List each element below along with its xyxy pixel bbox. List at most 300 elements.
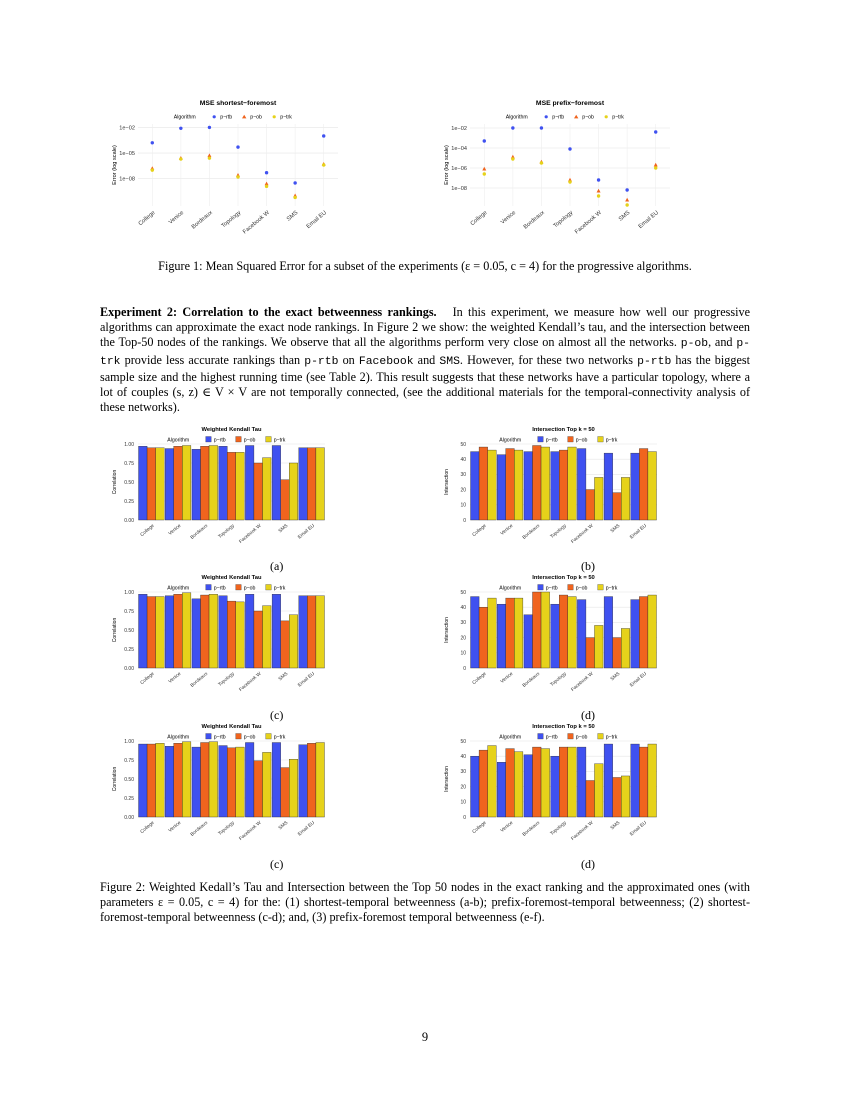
bar-p-trk bbox=[488, 598, 497, 668]
x-tick-label: SMS bbox=[617, 209, 632, 223]
x-tick-label: Venice bbox=[500, 523, 515, 537]
x-tick-label: Email EU bbox=[297, 523, 316, 541]
chart-title: Intersection Top k = 50 bbox=[532, 427, 595, 433]
x-tick-label: Venice bbox=[168, 523, 183, 537]
y-tick-label: 40 bbox=[460, 457, 466, 463]
point-p-rtb bbox=[293, 181, 296, 184]
x-tick-label: Topology bbox=[217, 523, 236, 540]
bar-p-rtb bbox=[577, 449, 586, 520]
x-tick-label: Email EU bbox=[637, 209, 660, 231]
bar-p-ob bbox=[506, 598, 515, 668]
bar-p-ob bbox=[307, 448, 316, 520]
point-p-rtb bbox=[511, 126, 514, 129]
y-tick-label: 10 bbox=[460, 799, 466, 806]
x-tick-label: Facebook W bbox=[570, 523, 595, 545]
bar-p-trk bbox=[648, 744, 657, 817]
page-number: 9 bbox=[421, 1030, 429, 1044]
bar-p-ob bbox=[613, 493, 622, 520]
bar-p-rtb bbox=[631, 453, 640, 520]
x-tick-label: Topology bbox=[217, 820, 236, 837]
bar-p-rtb bbox=[245, 743, 254, 817]
bar-p-rtb bbox=[471, 597, 480, 668]
bar-p-trk bbox=[289, 615, 298, 668]
legend-key-p-trk bbox=[598, 585, 604, 591]
sublabel-c: (c) bbox=[270, 708, 284, 722]
x-tick-label: College bbox=[139, 671, 156, 686]
bar-p-ob bbox=[281, 480, 290, 520]
bar-p-rtb bbox=[245, 446, 254, 520]
legend-key-p-ob bbox=[568, 734, 574, 740]
legend-key-p-ob bbox=[574, 115, 578, 119]
bar-p-ob bbox=[174, 743, 183, 817]
y-axis-label: Correlation bbox=[112, 469, 118, 495]
legend-key-p-trk bbox=[598, 734, 604, 740]
bar-p-rtb bbox=[604, 597, 613, 668]
x-tick-label: Facebook W bbox=[574, 209, 603, 236]
y-tick-label: 0.75 bbox=[124, 608, 134, 615]
x-tick-label: SMS bbox=[610, 820, 622, 832]
bar-p-rtb bbox=[219, 596, 228, 668]
legend-label-p-ob: p−ob bbox=[575, 437, 588, 444]
legend-key-p-trk bbox=[605, 115, 608, 118]
bar-p-ob bbox=[147, 448, 156, 520]
bar-p-trk bbox=[262, 606, 271, 668]
x-tick-label: Bordeaux bbox=[190, 671, 210, 689]
bar-p-rtb bbox=[497, 604, 506, 668]
point-p-trk bbox=[322, 163, 325, 166]
intersection-chart-d bbox=[440, 573, 665, 698]
y-tick-label: 1e−08 bbox=[451, 186, 467, 192]
kendall-tau-chart-a bbox=[108, 425, 333, 550]
y-tick-label: 1.00 bbox=[124, 589, 134, 596]
y-tick-label: 20 bbox=[460, 635, 466, 642]
experiment-paragraph: Experiment 2: Correlation to the exact betweenness rankings. In this experiment, we measure how well our progressive algorithms can approximate the exact node rankings. In Figure 2 we show: the weighted Kendall’s tau, and the intersection between the Top-50 nodes of the rankings. We observe that all the algorithms perform very close on almost all the networks. p-ob, and p-trk provide less accurate rankings than p-rtb on Facebook and SMS. However, for these two networks p-rtb has the biggest sample size and the highest running time (see Table 2). This result suggests that these networks have a particular topology, where a lot of couples (s, z) ∈ V × V are not temporally connected, (see the additional materials for the temporal-connectivity analysis of these networks). bbox=[100, 305, 751, 415]
bar-p-trk bbox=[488, 450, 497, 520]
legend-label-p-rtb: p−rtb bbox=[213, 437, 226, 444]
bar-p-rtb bbox=[551, 452, 560, 520]
bar-p-rtb bbox=[192, 599, 201, 668]
legend-title: Algorithm bbox=[173, 114, 196, 121]
y-tick-label: 1e−05 bbox=[119, 151, 135, 158]
y-tick-label: 1.00 bbox=[124, 441, 134, 448]
x-tick-label: College bbox=[471, 523, 488, 538]
x-tick-label: Venice bbox=[500, 820, 515, 834]
bar-p-rtb bbox=[192, 449, 201, 520]
legend-key-p-rtb bbox=[545, 115, 548, 118]
bar-p-rtb bbox=[245, 594, 254, 668]
y-tick-label: 40 bbox=[460, 754, 466, 760]
point-p-trk bbox=[511, 157, 514, 160]
y-axis-label: Intersection bbox=[444, 469, 450, 495]
point-p-rtb bbox=[625, 188, 628, 191]
y-axis-label: Correlation bbox=[112, 766, 118, 792]
y-tick-label: 0.50 bbox=[124, 627, 134, 634]
bar-p-rtb bbox=[524, 755, 533, 817]
x-tick-label: Facebook W bbox=[238, 523, 263, 545]
point-p-ob bbox=[654, 163, 658, 167]
bar-p-ob bbox=[613, 638, 622, 668]
y-tick-label: 0.50 bbox=[124, 776, 134, 783]
mse-prefix-foremost-chart bbox=[440, 95, 680, 245]
bar-p-rtb bbox=[577, 747, 586, 817]
legend-title: Algorithm bbox=[505, 114, 528, 121]
legend-label-p-rtb: p−rtb bbox=[545, 585, 558, 592]
bar-p-trk bbox=[182, 446, 191, 520]
x-tick-label: Facebook W bbox=[238, 820, 263, 842]
y-tick-label: 0.00 bbox=[124, 665, 134, 672]
legend-label-p-trk: p−trk bbox=[280, 114, 292, 121]
y-axis-label: Intersection bbox=[444, 766, 450, 792]
legend-title: Algorithm bbox=[167, 437, 190, 444]
bar-p-trk bbox=[621, 628, 630, 668]
legend-title: Algorithm bbox=[499, 437, 522, 444]
x-tick-label: Venice bbox=[167, 209, 186, 226]
bar-p-rtb bbox=[219, 746, 228, 817]
bar-p-rtb bbox=[299, 745, 308, 817]
legend-key-p-ob bbox=[236, 585, 242, 591]
legend-label-p-rtb: p−rtb bbox=[545, 734, 558, 741]
x-tick-label: Bordeaux bbox=[190, 209, 214, 231]
x-tick-label: College bbox=[137, 209, 157, 228]
chart-title: Intersection Top k = 50 bbox=[532, 724, 595, 730]
legend-label-p-ob: p−ob bbox=[243, 437, 256, 444]
kendall-tau-chart-e bbox=[108, 722, 333, 847]
intersection-chart-f bbox=[440, 722, 665, 847]
point-p-rtb bbox=[654, 130, 657, 133]
point-p-ob bbox=[597, 189, 601, 193]
bar-p-ob bbox=[254, 761, 263, 817]
point-p-trk bbox=[540, 161, 543, 164]
bar-p-ob bbox=[479, 750, 488, 817]
bar-p-rtb bbox=[471, 756, 480, 817]
x-tick-label: SMS bbox=[610, 523, 622, 535]
sublabel-a: (a) bbox=[270, 559, 284, 573]
x-tick-label: Bordeaux bbox=[190, 820, 210, 838]
bar-p-trk bbox=[541, 592, 550, 668]
bar-p-trk bbox=[236, 452, 245, 520]
sublabel-e: (c) bbox=[270, 857, 284, 871]
x-tick-label: Venice bbox=[500, 671, 515, 685]
y-tick-label: 0 bbox=[463, 665, 466, 672]
legend-label-p-ob: p−ob bbox=[575, 734, 588, 741]
bar-p-ob bbox=[479, 607, 488, 668]
x-tick-label: Topology bbox=[549, 671, 568, 688]
experiment-heading: Experiment 2: Correlation to the exact betweenness rankings. bbox=[100, 305, 437, 319]
chart-title: Intersection Top k = 50 bbox=[532, 575, 595, 581]
x-tick-label: College bbox=[469, 209, 489, 228]
x-tick-label: Topology bbox=[549, 523, 568, 540]
figure1-caption: Figure 1: Mean Squared Error for a subset of the experiments (ε = 0.05, c = 4) for the progressive algorithms. bbox=[158, 259, 692, 273]
bar-p-trk bbox=[156, 448, 165, 520]
y-tick-label: 0.75 bbox=[124, 460, 134, 467]
bar-p-trk bbox=[316, 596, 325, 668]
legend-title: Algorithm bbox=[499, 585, 522, 592]
legend-key-p-rtb bbox=[538, 437, 544, 443]
chart-title: Weighted Kendall Tau bbox=[201, 427, 262, 433]
point-p-trk bbox=[265, 185, 268, 188]
bar-p-trk bbox=[568, 447, 577, 520]
y-tick-label: 0 bbox=[463, 814, 466, 821]
bar-p-rtb bbox=[139, 446, 148, 520]
y-axis-label: Correlation bbox=[112, 617, 118, 643]
legend-key-p-ob bbox=[236, 734, 242, 740]
legend-key-p-trk bbox=[266, 437, 272, 443]
legend-key-p-ob bbox=[236, 437, 242, 443]
x-tick-label: Bordeaux bbox=[522, 820, 542, 838]
x-tick-label: Email EU bbox=[629, 671, 648, 689]
y-tick-label: 40 bbox=[460, 605, 466, 611]
bar-p-trk bbox=[156, 743, 165, 817]
bar-p-trk bbox=[488, 746, 497, 817]
point-p-trk bbox=[293, 196, 296, 199]
y-tick-label: 0.75 bbox=[124, 757, 134, 764]
x-tick-label: Email EU bbox=[297, 820, 316, 838]
bar-p-ob bbox=[201, 743, 210, 817]
y-tick-label: 20 bbox=[460, 487, 466, 494]
x-tick-label: Topology bbox=[217, 671, 236, 688]
y-axis-label: Error (log scale) bbox=[112, 145, 118, 185]
legend-label-p-trk: p−trk bbox=[605, 734, 618, 741]
sublabel-f: (d) bbox=[581, 857, 595, 871]
bar-p-ob bbox=[506, 749, 515, 817]
bar-p-ob bbox=[639, 449, 648, 520]
x-tick-label: Facebook W bbox=[570, 671, 595, 693]
bar-p-rtb bbox=[551, 604, 560, 668]
bar-p-trk bbox=[621, 776, 630, 817]
x-tick-label: Bordeaux bbox=[522, 671, 542, 689]
legend-label-p-ob: p−ob bbox=[582, 114, 594, 121]
bar-p-trk bbox=[648, 452, 657, 520]
chart-title: Weighted Kendall Tau bbox=[201, 575, 262, 581]
legend-label-p-rtb: p−rtb bbox=[220, 114, 233, 121]
bar-p-rtb bbox=[139, 744, 148, 817]
bar-p-ob bbox=[533, 592, 542, 668]
bar-p-rtb bbox=[219, 446, 228, 520]
bar-p-trk bbox=[541, 447, 550, 520]
bar-p-ob bbox=[533, 747, 542, 817]
point-p-trk bbox=[483, 172, 486, 175]
legend-key-p-rtb bbox=[213, 115, 216, 118]
y-tick-label: 0.25 bbox=[124, 498, 134, 505]
point-p-rtb bbox=[151, 141, 154, 144]
point-p-rtb bbox=[540, 126, 543, 129]
x-tick-label: Facebook W bbox=[570, 820, 595, 842]
y-tick-label: 50 bbox=[460, 589, 466, 596]
legend-label-p-trk: p−trk bbox=[605, 437, 618, 444]
legend-key-p-trk bbox=[266, 585, 272, 591]
x-tick-label: College bbox=[471, 820, 488, 835]
bar-p-rtb bbox=[631, 600, 640, 668]
point-p-rtb bbox=[322, 134, 325, 137]
chart-title: MSE prefix−foremost bbox=[535, 100, 605, 107]
x-tick-label: Bordeaux bbox=[522, 523, 542, 541]
bar-p-rtb bbox=[165, 449, 174, 520]
bar-p-rtb bbox=[524, 615, 533, 668]
bar-p-rtb bbox=[577, 600, 586, 668]
bar-p-ob bbox=[307, 743, 316, 817]
bar-p-trk bbox=[594, 477, 603, 520]
bar-p-trk bbox=[289, 463, 298, 520]
point-p-rtb bbox=[208, 126, 211, 129]
x-tick-label: Email EU bbox=[629, 523, 648, 541]
bar-p-rtb bbox=[471, 452, 480, 520]
bar-p-rtb bbox=[631, 744, 640, 817]
point-p-trk bbox=[208, 156, 211, 159]
y-tick-label: 1e−06 bbox=[451, 166, 467, 172]
bar-p-rtb bbox=[604, 744, 613, 817]
point-p-trk bbox=[625, 203, 628, 206]
figure2-caption: Figure 2: Weighted Kedall’s Tau and Intersection between the Top 50 nodes in the exact ranking and the approximated ones (with parameters ε = 0.05, c = 4) for the: (1) shortest-temporal betweenness (a-b); prefix-foremost-temporal betweenness; (2) shortest-foremost-temporal betweenness (c-d); and, (3) prefix-foremost temporal betweenness (e-f). bbox=[100, 880, 750, 924]
legend-key-p-trk bbox=[598, 437, 604, 443]
legend-label-p-rtb: p−rtb bbox=[213, 585, 226, 592]
bar-p-trk bbox=[514, 752, 523, 817]
bar-p-trk bbox=[316, 743, 325, 817]
bar-p-ob bbox=[559, 747, 568, 817]
y-tick-label: 0 bbox=[463, 517, 466, 524]
y-tick-label: 0.25 bbox=[124, 646, 134, 653]
bar-p-ob bbox=[254, 463, 263, 520]
bar-p-ob bbox=[533, 446, 542, 520]
legend-label-p-trk: p−trk bbox=[273, 585, 286, 592]
bar-p-ob bbox=[174, 594, 183, 668]
bar-p-trk bbox=[568, 747, 577, 817]
legend-key-p-trk bbox=[266, 734, 272, 740]
x-tick-label: SMS bbox=[285, 209, 300, 223]
y-tick-label: 0.25 bbox=[124, 795, 134, 802]
x-tick-label: SMS bbox=[610, 671, 622, 683]
bar-p-rtb bbox=[272, 743, 281, 817]
bar-p-ob bbox=[307, 596, 316, 668]
y-tick-label: 0.50 bbox=[124, 479, 134, 486]
legend-label-p-ob: p−ob bbox=[243, 585, 256, 592]
bar-p-trk bbox=[594, 764, 603, 817]
legend-key-p-rtb bbox=[538, 585, 544, 591]
bar-p-rtb bbox=[497, 455, 506, 520]
x-tick-label: Bordeaux bbox=[522, 209, 546, 231]
y-axis-label: Error (log scale) bbox=[444, 145, 450, 185]
legend-label-p-trk: p−trk bbox=[273, 734, 286, 741]
bar-p-ob bbox=[201, 595, 210, 668]
intersection-chart-b bbox=[440, 425, 665, 550]
bar-p-trk bbox=[568, 597, 577, 668]
legend-title: Algorithm bbox=[499, 734, 522, 741]
bar-p-ob bbox=[147, 744, 156, 817]
point-p-rtb bbox=[265, 171, 268, 174]
y-tick-label: 1.00 bbox=[124, 738, 134, 745]
y-tick-label: 20 bbox=[460, 784, 466, 791]
bar-p-ob bbox=[479, 447, 488, 520]
bar-p-ob bbox=[586, 781, 595, 817]
bar-p-trk bbox=[621, 477, 630, 520]
bar-p-rtb bbox=[299, 596, 308, 668]
legend-key-p-ob bbox=[568, 437, 574, 443]
bar-p-trk bbox=[514, 450, 523, 520]
y-tick-label: 0.00 bbox=[124, 517, 134, 524]
legend-label-p-rtb: p−rtb bbox=[213, 734, 226, 741]
bar-p-ob bbox=[227, 601, 236, 668]
point-p-trk bbox=[654, 166, 657, 169]
point-p-rtb bbox=[597, 178, 600, 181]
bar-p-trk bbox=[156, 597, 165, 668]
x-tick-label: Venice bbox=[168, 671, 183, 685]
y-tick-label: 30 bbox=[460, 620, 466, 627]
x-tick-label: Facebook W bbox=[242, 209, 271, 236]
bar-p-rtb bbox=[524, 452, 533, 520]
bar-p-ob bbox=[281, 768, 290, 817]
y-tick-label: 50 bbox=[460, 738, 466, 745]
bar-p-ob bbox=[613, 777, 622, 817]
x-tick-label: Topology bbox=[552, 209, 575, 230]
point-p-rtb bbox=[483, 139, 486, 142]
bar-p-trk bbox=[236, 747, 245, 817]
x-tick-label: Topology bbox=[220, 209, 243, 230]
y-tick-label: 30 bbox=[460, 472, 466, 479]
sublabel-b: (b) bbox=[581, 559, 595, 573]
y-tick-label: 1e−02 bbox=[451, 126, 467, 132]
point-p-trk bbox=[151, 168, 154, 171]
y-tick-label: 1e−02 bbox=[119, 125, 135, 132]
legend-label-p-ob: p−ob bbox=[250, 114, 262, 121]
bar-p-trk bbox=[648, 595, 657, 668]
bar-p-ob bbox=[174, 446, 183, 520]
bar-p-ob bbox=[281, 621, 290, 668]
legend-key-p-rtb bbox=[538, 734, 544, 740]
bar-p-ob bbox=[227, 748, 236, 817]
legend-key-p-rtb bbox=[206, 734, 212, 740]
y-tick-label: 10 bbox=[460, 650, 466, 657]
bar-p-trk bbox=[182, 593, 191, 668]
bar-p-rtb bbox=[165, 596, 174, 668]
legend-key-p-ob bbox=[242, 115, 246, 119]
bar-p-ob bbox=[506, 449, 515, 520]
point-p-ob bbox=[482, 167, 486, 171]
bar-p-trk bbox=[541, 749, 550, 817]
bar-p-trk bbox=[316, 448, 325, 520]
x-tick-label: College bbox=[139, 820, 156, 835]
bar-p-trk bbox=[289, 759, 298, 817]
point-p-trk bbox=[597, 194, 600, 197]
bar-p-rtb bbox=[272, 594, 281, 668]
legend-label-p-trk: p−trk bbox=[273, 437, 286, 444]
point-p-rtb bbox=[179, 127, 182, 130]
bar-p-ob bbox=[254, 611, 263, 668]
bar-p-ob bbox=[639, 747, 648, 817]
legend-label-p-ob: p−ob bbox=[575, 585, 588, 592]
y-tick-label: 1e−08 bbox=[119, 176, 135, 183]
y-tick-label: 1e−04 bbox=[451, 146, 467, 152]
bar-p-rtb bbox=[497, 762, 506, 817]
y-tick-label: 50 bbox=[460, 441, 466, 448]
legend-label-p-rtb: p−rtb bbox=[552, 114, 565, 121]
x-tick-label: SMS bbox=[278, 671, 290, 683]
bar-p-rtb bbox=[272, 446, 281, 520]
legend-key-p-ob bbox=[568, 585, 574, 591]
bar-p-ob bbox=[201, 446, 210, 520]
legend-key-p-trk bbox=[273, 115, 276, 118]
sublabel-d: (d) bbox=[581, 708, 595, 722]
bar-p-ob bbox=[639, 597, 648, 668]
bar-p-ob bbox=[559, 595, 568, 668]
point-p-trk bbox=[568, 180, 571, 183]
legend-title: Algorithm bbox=[167, 734, 190, 741]
point-p-rtb bbox=[236, 145, 239, 148]
bar-p-trk bbox=[236, 602, 245, 668]
x-tick-label: Venice bbox=[499, 209, 518, 226]
bar-p-trk bbox=[594, 625, 603, 668]
bar-p-rtb bbox=[551, 756, 560, 817]
legend-title: Algorithm bbox=[167, 585, 190, 592]
x-tick-label: Email EU bbox=[305, 209, 328, 231]
